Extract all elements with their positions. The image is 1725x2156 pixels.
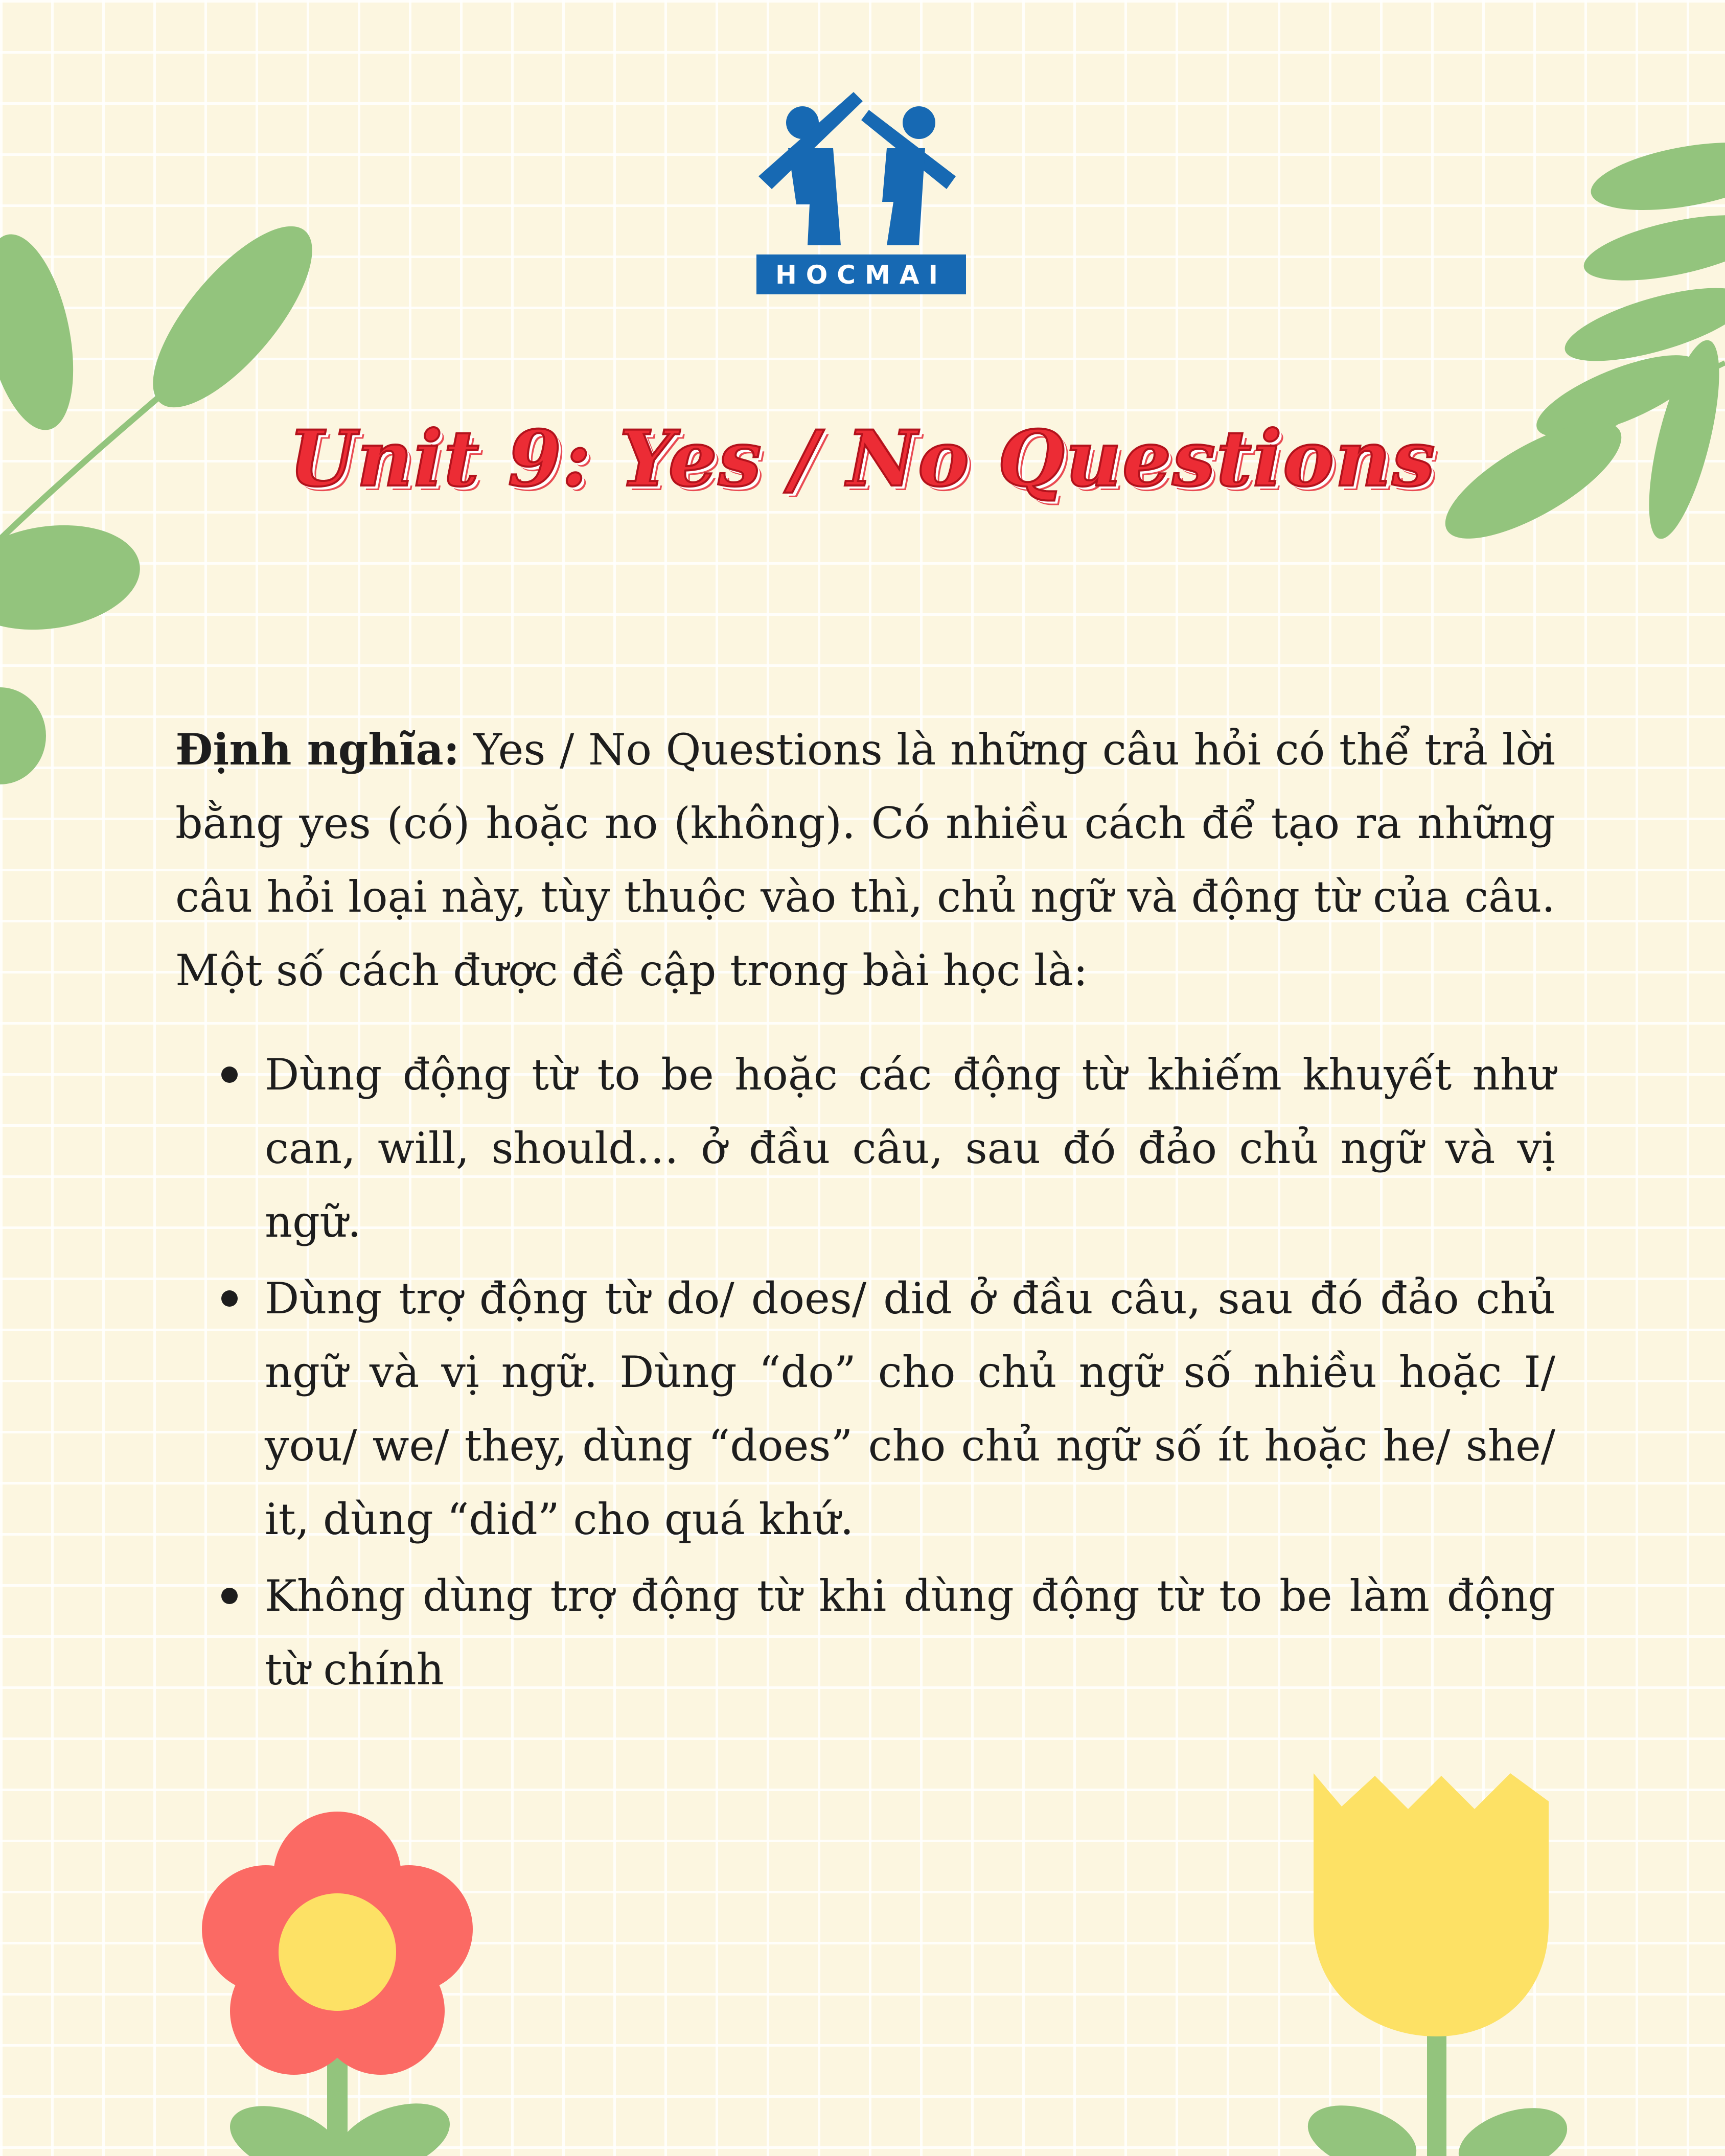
bullet-dot-icon [221,1588,238,1604]
definition-term: Định nghĩa: [175,724,459,775]
red-flower-decoration [197,1804,483,2156]
yellow-tulip-decoration [1314,1771,1559,2156]
hocmai-logo-icon [756,92,966,296]
bullet-dot-icon [221,1290,238,1307]
definition-text: Yes / No Questions là những câu hỏi có thể trả lời bằng yes (có) hoặc no (không). Có nhiều cách để tạo ra những câu hỏi loại này, tùy thuộc vào thì, chủ ngữ và động từ của câu. Một số cách được đề cập trong bài học là: [175,725,1555,995]
bullet-dot-icon [221,1067,238,1083]
list-item [175,1262,1555,1556]
list-item-text: Dùng trợ động từ do/ does/ did ở đầu câu, sau đó đảo chủ ngữ và vị ngữ. Dùng “do” cho chủ ngữ số nhiều hoặc I/ you/ we/ they, dùng “does” cho chủ ngữ số ít hoặc he/ she/ it, dùng “did” cho quá khứ. [265,1273,1555,1544]
main-content [175,713,1555,1709]
hocmai-logo-text: HOCMAI [775,260,948,290]
list-item-text: Không dùng trợ động từ khi dùng động từ to be làm động từ chính [265,1571,1555,1695]
hocmai-logo [756,92,966,296]
list-item [175,1038,1555,1259]
list-item [175,1559,1555,1706]
definition-paragraph [175,713,1555,1007]
list-item-text: Dùng động từ to be hoặc các động từ khiếm khuyết như can, will, should… ở đầu câu, sau đó đảo chủ ngữ và vị ngữ. [265,1050,1555,1247]
page-title: Unit 9: Yes / No Questions [289,414,1436,504]
bullet-list [175,1038,1555,1706]
